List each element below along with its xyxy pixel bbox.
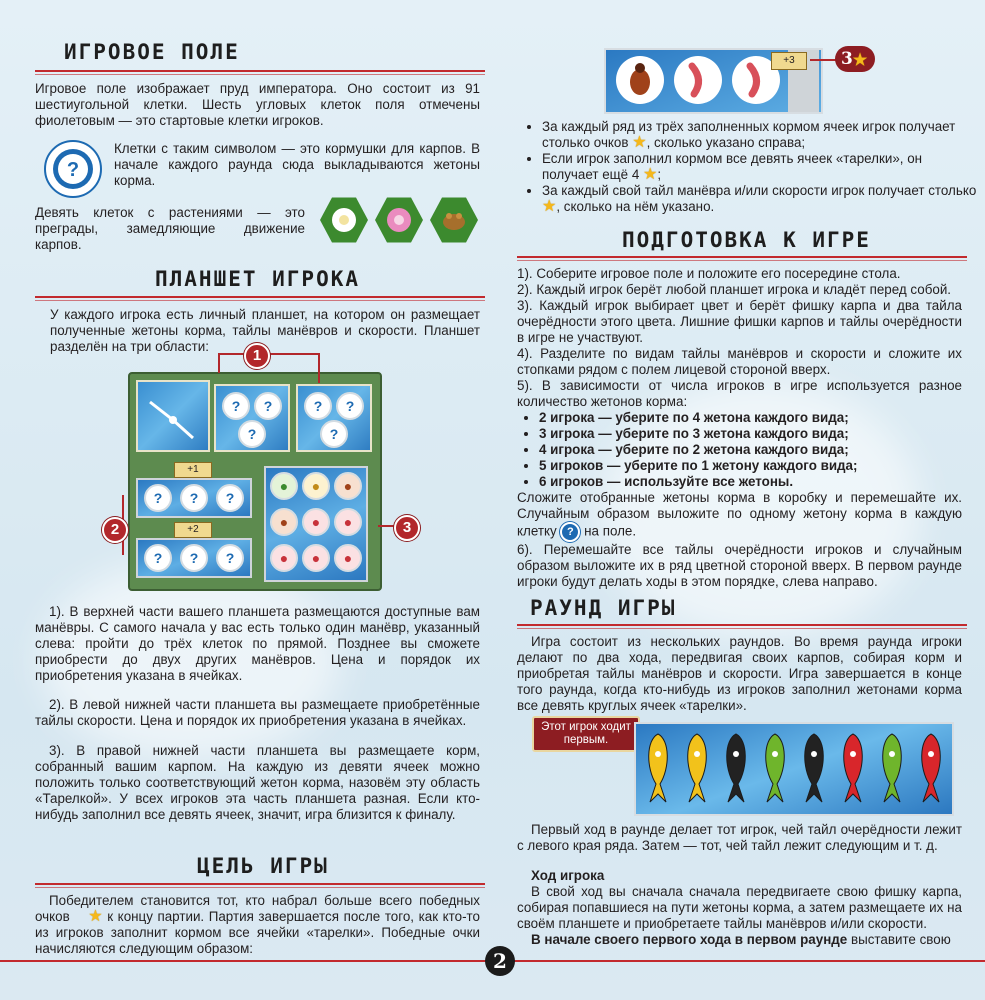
heading-round: РАУНД ИГРЫ [530,596,677,620]
setup-step-2: 2). Каждый игрок берёт любой планшет игрока и кладёт перед собой. [517,282,952,297]
player-board-image [128,372,382,591]
speed-cost-label: +1 [174,462,212,478]
setup-step-5: 5). В зависимости от числа игроков в игре используется разное количество жетонов корма: [517,378,962,409]
feeder-icon: ? [560,522,580,542]
token-count-item: • 5 игроков — уберите по 1 жетону каждого вида; [539,458,962,474]
turn-order-koi-tile [640,728,678,808]
heading-setup: ПОДГОТОВКА К ИГРЕ [622,228,871,252]
svg-text:?: ? [66,159,80,181]
turn-order-koi-tile [679,728,717,808]
turn-order-row [634,722,954,816]
turn-first-move: В начале своего первого хода в первом раунде выставите свою [531,932,951,947]
token-count-item: • 3 игрока — уберите по 3 жетона каждого вида; [539,426,962,442]
tablet-area-3: 3). В правой нижней части планшета вы размещаете корм, собранный вашим карпом. На каждую из девяти ячеек можно положить только соответствующий жетон корма, назовём эту область «Тарелкой». У всех игроков эта часть планшета разная. Если кто-нибудь заполнил все девять ячеек, значит, игра близится к финалу. [35,743,480,822]
setup-step-3: 3). Каждый игрок выбирает цвет и берёт фишку карпа и два тайла очерёдности этого цвета. Лишние фишки карпов и тайлы очерёдности в игре не участвуют. [517,298,962,345]
speed-slot-2: ? ? ? [136,538,252,578]
first-player-tag: Этот игрок ходит первым. [532,716,640,752]
marker-3: 3 [394,515,420,541]
scoring-item: • Если игрок заполнил кормом все девять ячеек «тарелки», он получает ещё 4 ★; [542,151,982,183]
order-paragraph: Первый ход в раунде делает тот игрок, чей тайл очерёдности лежит с левого края ряда. Затем — тот, чей тайл лежит следующим и т. д. [517,822,962,853]
goal-paragraph: Победителем становится тот, кто набрал больше всего победных очков ★ к концу партии. Партия завершается после того, как кто-то из игроков заполнит кормом все ячейки «тарелки». Победные очки начисляются следующим образом: [35,893,480,956]
speed-cost-label: +2 [174,522,212,538]
plate-area: ● ● ● ● ● ● ● ● ● [264,466,368,582]
heading-underline [35,296,485,298]
turn-order-koi-tile [874,728,912,808]
feeder-icon [44,140,102,198]
worm-food-icon [674,56,722,104]
setup-step-5b: Сложите отобранные жетоны корма в коробку и перемешайте их. Случайным образом выложите по одному жетону корма в каждую клетку ? на поле. [517,490,962,542]
page-number: 2 [485,946,515,976]
star-icon: ★ [632,134,647,152]
maneuver-slot-1: ? ? ? [214,384,290,452]
turn-order-koi-tile [796,728,834,808]
scoring-item: • За каждый свой тайл манёвра и/или скорости игрок получает столько ★, сколько на нём указано. [542,183,982,215]
turn-paragraph: В свой ход вы сначала сначала передвигаете свою фишку карпа, собирая попавшиеся на пути жетоны корма, а затем размещаете их на своём планшете и приобретаете тайлы манёвров и/или скорости. [517,884,962,931]
beetle-food-icon [616,56,664,104]
speed-slot-1: ? ? ? [136,478,252,518]
maneuver-slot-start [136,380,210,452]
turn-order-koi-tile [757,728,795,808]
victory-point-star-icon: ★ [88,908,103,926]
setup-step-6: 6). Перемешайте все тайлы очерёдности игроков и случайным образом выложите их в ряд цветной стороной вверх. В первом раунде игроки будут делать ходы в этом порядке, слева направо. [517,542,962,589]
heading-underline [35,70,485,72]
turn-order-koi-tile [913,728,951,808]
heading-goal: ЦЕЛЬ ИГРЫ [197,854,329,878]
scoring-item: • За каждый ряд из трёх заполненных кормом ячеек игрок получает столько очков ★, сколько указано справа; [542,119,982,151]
setup-step-1: 1). Соберите игровое поле и положите его посередине стола. [517,266,901,281]
row-bonus-label: +3 [771,52,807,70]
scoring-list [520,119,982,215]
turn-title: Ход игрока [531,868,605,883]
token-count-item: • 2 игрока — уберите по 4 жетона каждого вида; [539,410,962,426]
feeder-paragraph: Клетки с таким символом — это кормушки для карпов. В начале каждого раунда сюда выкладываются жетоны корма. [114,141,480,188]
setup-step-4: 4). Разделите по видам тайлы манёвров и скорости и сложите их стопками рядом с полем лицевой стороной вверх. [517,346,962,377]
maneuver-slot-2: ? ? ? [296,384,372,452]
heading-tablet: ПЛАНШЕТ ИГРОКА [155,267,361,291]
heading-field: ИГРОВОЕ ПОЛЕ [64,40,240,64]
frog-hex-icon [430,196,478,244]
round-paragraph: Игра состоит из нескольких раундов. Во время раунда игроки делают по два хода, передвигая своих карпов, собирая корм и приобретая тайлы манёвров и скорости. Игра завершается в конце того раунда, когда кто-нибудь из игроков заполнил жетонами корма все девять круглых ячеек «тарелки». [517,634,962,713]
turn-order-koi-tile [835,728,873,808]
token-count-item: • 6 игроков — используйте все жетоны. [539,474,962,490]
plants-paragraph: Девять клеток с растениями — это преграды, замедляющие движение карпов. [35,205,305,252]
star-icon: ★ [852,49,868,69]
heading-underline [517,256,967,258]
heading-underline [517,624,967,626]
heading-underline [35,883,485,885]
lotus-hex-icon [320,196,368,244]
star-icon: ★ [542,198,557,216]
tablet-intro: У каждого игрока есть личный планшет, на котором он размещает полученные жетоны корма, тайлы манёвров и скорости. Планшет разделён на три области: [50,307,480,354]
token-count-item: • 4 игрока — уберите по 2 жетона каждого вида; [539,442,962,458]
marker-2: 2 [102,517,128,543]
tablet-area-1: 1). В верхней части вашего планшета размещаются доступные вам манёвры. С самого начала у вас есть только один манёвр, указанный слева: пройти до трёх клеток по прямой. Позднее вы сможете приобрести до двух других манёвров. Цена и порядок их приобретения указана в ячейках. [35,604,480,683]
token-count-list [517,410,962,490]
star-icon: ★ [643,166,658,184]
field-paragraph: Игровое поле изображает пруд императора. Оно состоит из 91 шестиугольной клетки. Шесть угловых клеток поля отмечены фиолетовым — это стартовые клетки игроков. [35,81,480,128]
pink-flower-hex-icon [375,196,423,244]
tablet-area-2: 2). В левой нижней части планшета вы размещаете приобретённые тайлы скорости. Цена и порядок их приобретения указана в ячейках. [35,697,480,728]
row-score-badge: 3★ [835,46,875,72]
marker-1: 1 [244,343,270,369]
setup-section [517,266,962,590]
turn-order-koi-tile [718,728,756,808]
